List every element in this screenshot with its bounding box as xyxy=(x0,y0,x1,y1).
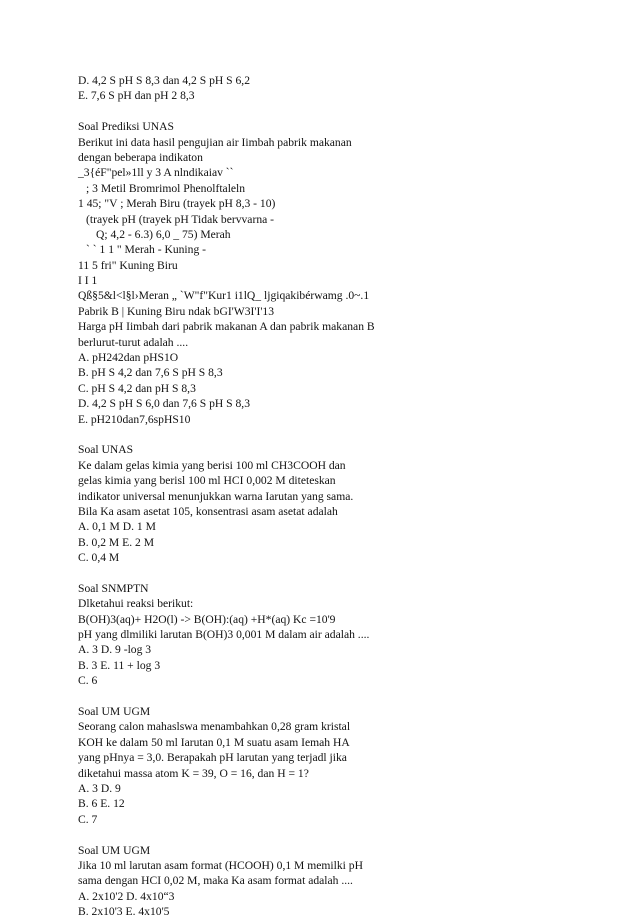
text-line: A. 2x10'2 D. 4x10“3 xyxy=(78,889,175,903)
text-line: 11 5 fri" Kuning Biru xyxy=(78,258,178,272)
text-line: diketahui massa atom K = 39, O = 16, dan H = 1? xyxy=(78,766,309,780)
blank-line xyxy=(78,689,598,704)
blank-line xyxy=(78,104,598,119)
blank-line xyxy=(78,427,598,442)
text-line: Pabrik B | Kuning Biru ndak bGI'W3I'I'13 xyxy=(78,304,274,318)
text-line: Jika 10 ml larutan asam format (HCOOH) 0,1 M memilki pH xyxy=(78,858,363,872)
text-line: A. 3 D. 9 xyxy=(78,781,121,795)
blank-line xyxy=(78,566,598,581)
text-line: B. 2x10'3 E. 4x10'5 xyxy=(78,905,170,919)
text-line: ` ` 1 1 " Merah - Kuning - xyxy=(86,243,206,257)
text-line: Dlketahui reaksi berikut: xyxy=(78,597,194,611)
text-line: dengan beberapa indikaton xyxy=(78,150,203,164)
text-line: Berikut ini data hasil pengujian air Iimbah pabrik makanan xyxy=(78,135,352,149)
text-line: Soal Prediksi UNAS xyxy=(78,120,174,134)
text-line: gelas kimia yang berisl 100 ml HCI 0,002 M diteteskan xyxy=(78,474,336,488)
text-line: C. 7 xyxy=(78,812,98,826)
text-line: E. 7,6 S pH dan pH 2 8,3 xyxy=(78,89,195,103)
text-line: Q; 4,2 - 6.3) 6,0 _ 75) Merah xyxy=(96,227,231,241)
blank-line xyxy=(78,827,598,842)
text-line: D. 4,2 S pH S 6,0 dan 7,6 S pH S 8,3 xyxy=(78,397,250,411)
text-line: A. 0,1 M D. 1 M xyxy=(78,520,156,534)
text-line: sama dengan HCI 0,02 M, maka Ka asam format adalah .... xyxy=(78,874,353,888)
text-line: Seorang calon mahaslswa menambahkan 0,28 gram kristal xyxy=(78,720,351,734)
text-line: indikator universal menunjukkan warna Iarutan yang sama. xyxy=(78,489,354,503)
text-line: B(OH)3(aq)+ H2O(l) -> B(OH):(aq) +H*(aq) Kc =10'9 xyxy=(78,612,336,626)
text-line: I I 1 xyxy=(78,274,98,288)
text-line: B. 3 E. 11 + log 3 xyxy=(78,658,161,672)
text-line: KOH ke dalam 50 ml Iarutan 0,1 M suatu asam Iemah HA xyxy=(78,735,350,749)
text-line: Soal SNMPTN xyxy=(78,581,149,595)
text-line: B. 0,2 M E. 2 M xyxy=(78,535,155,549)
text-line: C. 0,4 M xyxy=(78,551,120,565)
text-line: B. 6 E. 12 xyxy=(78,797,125,811)
text-line: Soal UM UGM xyxy=(78,843,151,857)
text-line: A. 3 D. 9 -log 3 xyxy=(78,643,152,657)
text-line: Harga pH Iimbah dari pabrik makanan A dan pabrik makanan B xyxy=(78,320,375,334)
text-line: Qß§5&l<l§l›Meran „ `W"f"Kur1 i1lQ_ ljgiqakibérwamg .0~.1 xyxy=(78,289,370,303)
text-line: Bila Ka asam asetat 105, konsentrasi asam asetat adalah xyxy=(78,504,338,518)
text-line: Soal UNAS xyxy=(78,443,134,457)
text-line: (trayek pH (trayek pH Tidak bervvarna - xyxy=(86,212,275,226)
text-line: C. 6 xyxy=(78,674,98,688)
text-line: 1 45; "V ; Merah Biru (trayek pH 8,3 - 10) xyxy=(78,197,276,211)
text-line: A. pH242dan pHS1O xyxy=(78,351,179,365)
text-line: yang pHnya = 3,0. Berapakah pH larutan yang terjadl jika xyxy=(78,751,347,765)
text-line: C. pH S 4,2 dan pH S 8,3 xyxy=(78,381,196,395)
text-line: pH yang dlmiliki larutan B(OH)3 0,001 M dalam air adalah .... xyxy=(78,628,370,642)
text-line: E. pH210dan7,6spHS10 xyxy=(78,412,191,426)
text-line: berlurut-turut adalah .... xyxy=(78,335,189,349)
text-line: D. 4,2 S pH S 8,3 dan 4,2 S pH S 6,2 xyxy=(78,74,250,87)
text-line: Soal UM UGM xyxy=(78,705,151,719)
text-line: ; 3 Metil Bromrimol Phenolftaleln xyxy=(86,181,246,195)
text-line: Ke dalam gelas kimia yang berisi 100 ml CH3COOH dan xyxy=(78,458,346,472)
text-line: B. pH S 4,2 dan 7,6 S pH S 8,3 xyxy=(78,366,223,380)
text-line: _3{éF"pel»1ll y 3 A nlndikaiav `` xyxy=(78,166,234,180)
